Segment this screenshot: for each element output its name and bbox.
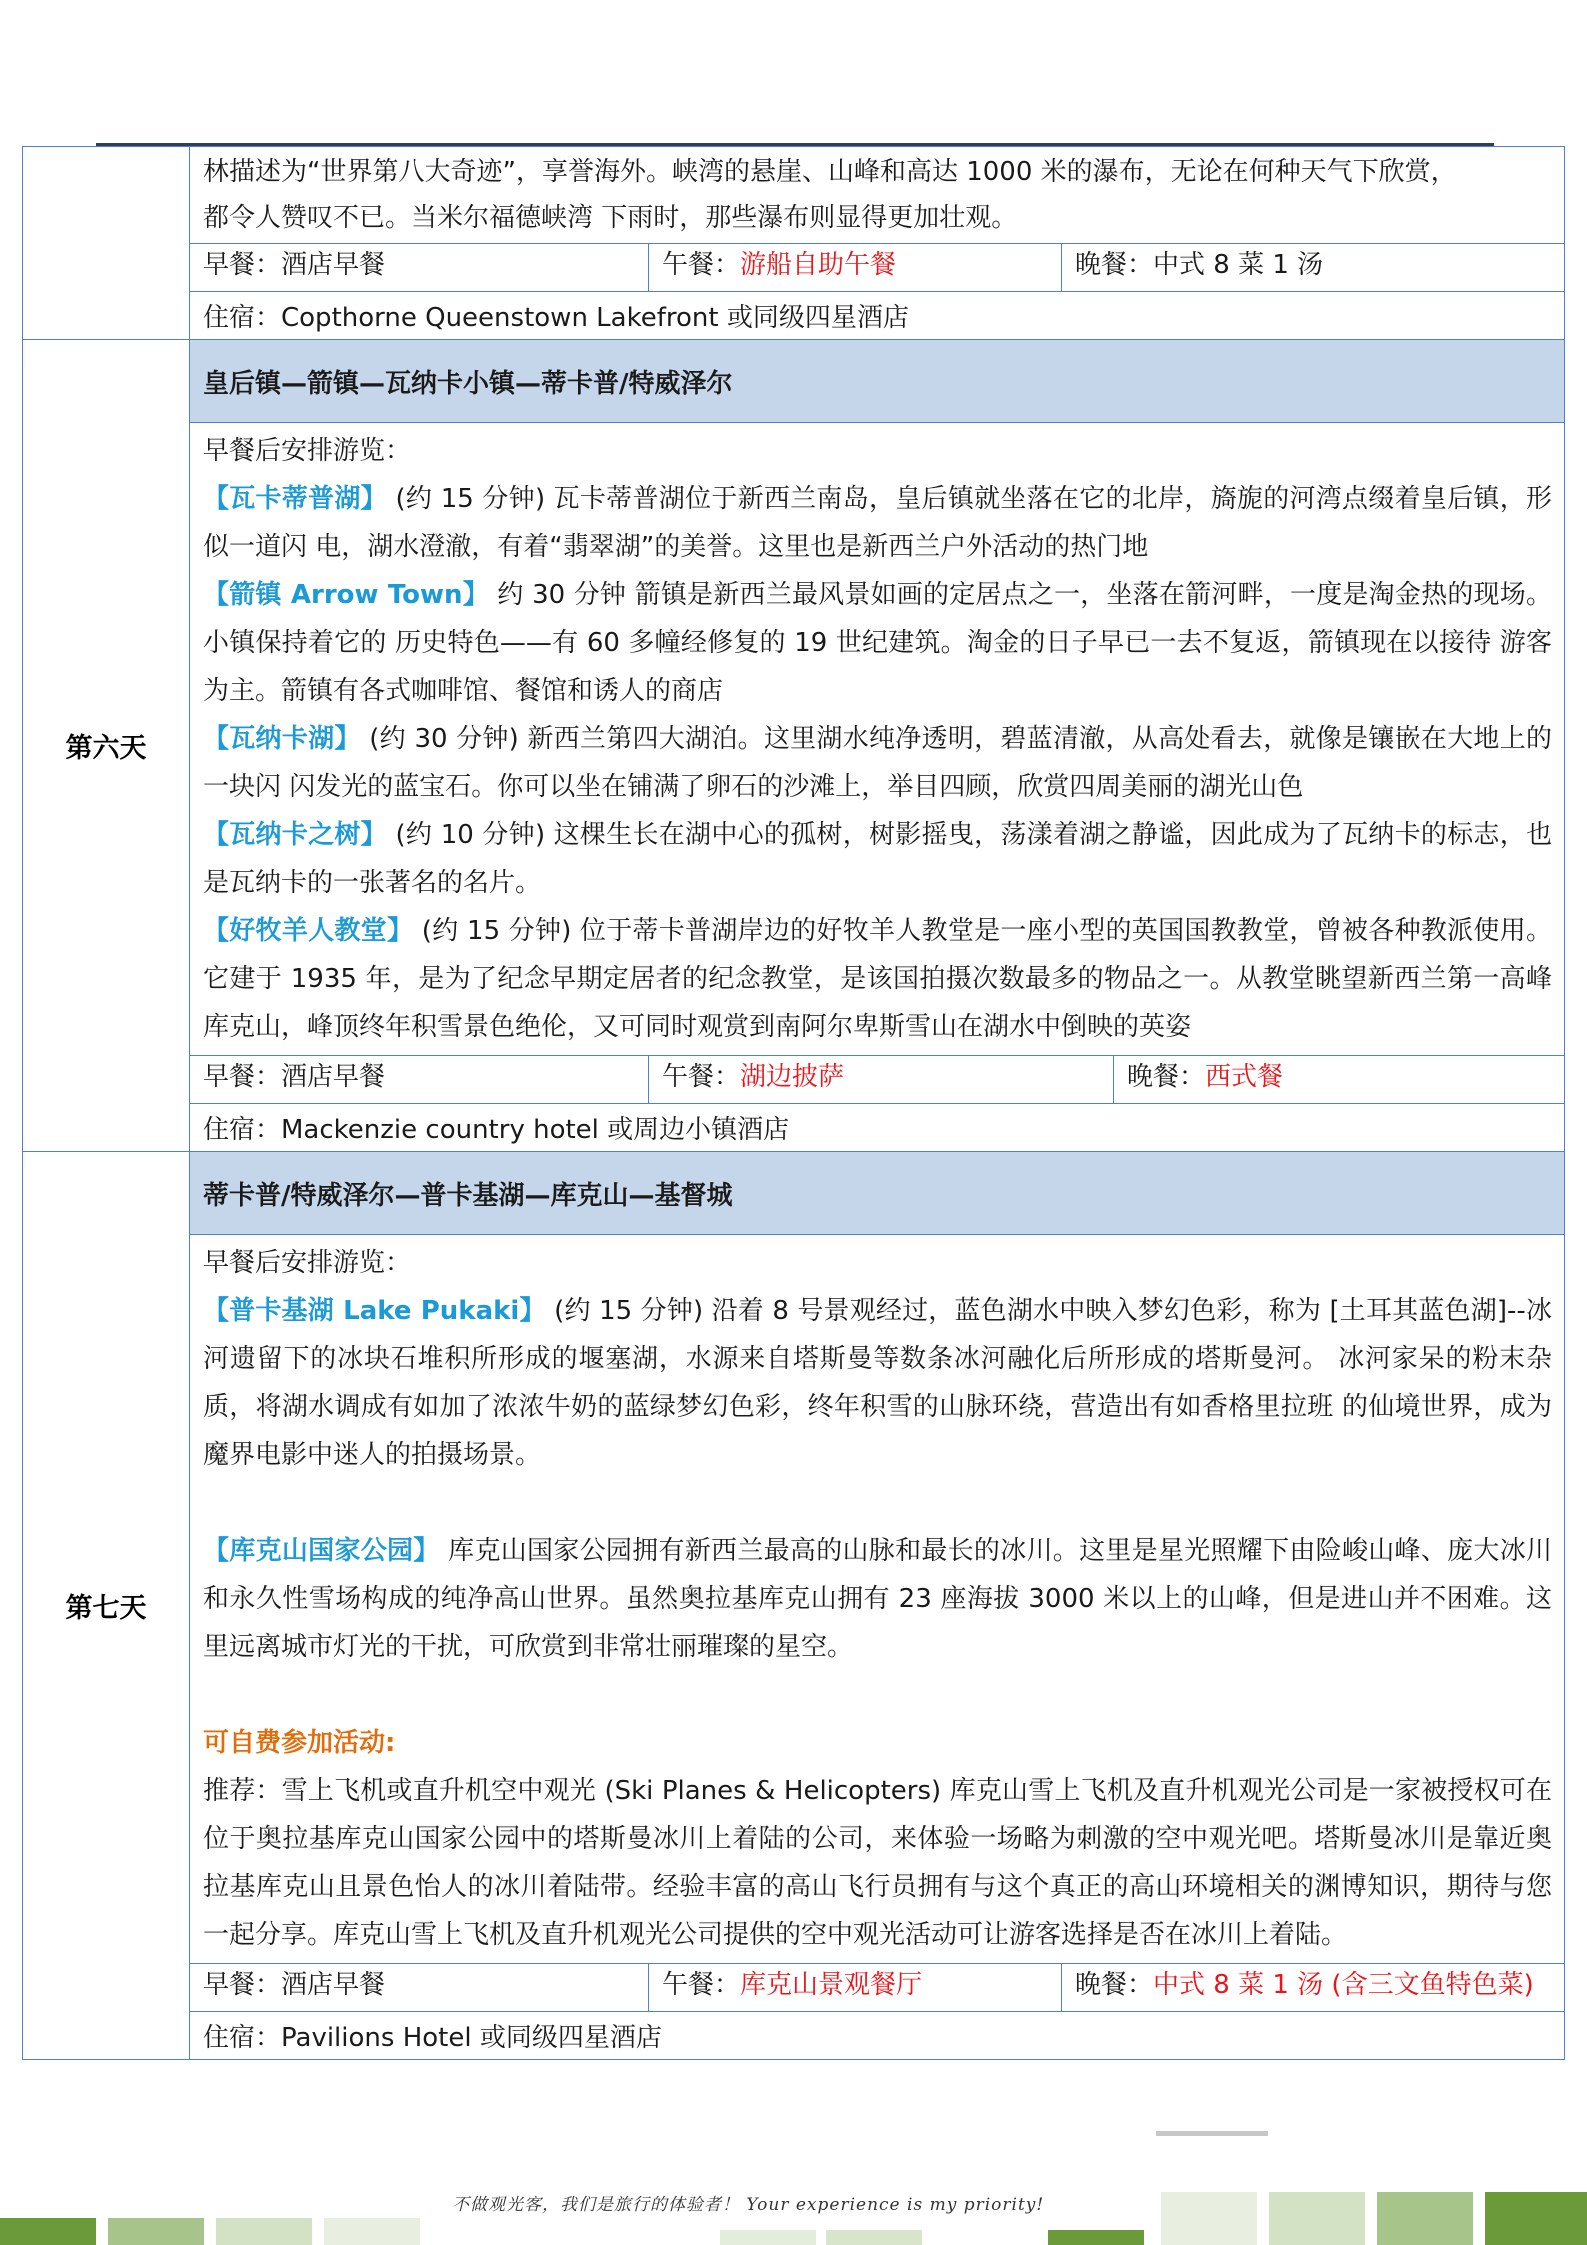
- day6-item: [203, 715, 1552, 811]
- breakfast-value: 酒店早餐: [281, 250, 386, 280]
- day5-label-cell: [23, 147, 190, 340]
- day6-hotel: 住宿：Mackenzie country hotel 或周边小镇酒店: [190, 1104, 1565, 1152]
- footer-divider: [1156, 2131, 1268, 2136]
- day6-lunch: [649, 1056, 1114, 1103]
- attraction-name: 【瓦纳卡之树】: [203, 820, 387, 850]
- dinner-value: 中式 8 菜 1 汤 (含三文鱼特色菜): [1153, 1970, 1534, 2000]
- spacer: [203, 1479, 1552, 1527]
- attraction-name: 【箭镇 Arrow Town】: [203, 580, 489, 610]
- day6-intro: 早餐后安排游览：: [203, 436, 412, 466]
- optional-activities-title: 可自费参加活动:: [203, 1728, 396, 1758]
- day5-meals: [190, 244, 1565, 292]
- attraction-name: 【好牧羊人教堂】: [203, 916, 414, 946]
- breakfast-label: 早餐：: [203, 1062, 282, 1092]
- attraction-text: (约 10 分钟) 这棵生长在湖中心的孤树，树影摇曳，荡漾着湖之静谧，因此成为了瓦纳卡的标志，也是瓦纳卡的一张著名的名片。: [203, 820, 1552, 898]
- breakfast-label: 早餐：: [203, 250, 282, 280]
- dinner-value: 西式餐: [1205, 1062, 1284, 1092]
- breakfast-value: 酒店早餐: [281, 1062, 386, 1092]
- day6-description: [190, 423, 1565, 1056]
- attraction-name: 【瓦卡蒂普湖】: [203, 484, 387, 514]
- dinner-label: 晚餐：: [1075, 250, 1154, 280]
- footer-slogan: 不做观光客，我们是旅行的体验者！ Your experience is my priority!: [452, 2195, 1045, 2215]
- day7-description: [190, 1235, 1565, 1964]
- decor-square: [0, 2218, 96, 2245]
- breakfast-value: 酒店早餐: [281, 1970, 386, 2000]
- day6-breakfast: [190, 1056, 649, 1103]
- decor-square: [1269, 2192, 1365, 2245]
- day7-route: 蒂卡普/特威泽尔—普卡基湖—库克山—基督城: [190, 1152, 1565, 1235]
- day5-description: [190, 147, 1565, 244]
- decor-square: [1048, 2230, 1144, 2245]
- day7-breakfast: [190, 1964, 649, 2011]
- day5-text-line: 都令人赞叹不已。当米尔福德峡湾 下雨时，那些瀑布则显得更加壮观。: [203, 203, 1018, 233]
- day5-text-line: 林描述为“世界第八大奇迹”，享誉海外。峡湾的悬崖、山峰和高达 1000 米的瀑布，无论在何种天气下欣赏，: [203, 157, 1457, 187]
- attraction-name: 【瓦纳卡湖】: [203, 724, 361, 754]
- day6-item: [203, 475, 1552, 571]
- decor-square: [108, 2218, 204, 2245]
- day7-hotel: 住宿：Pavilions Hotel 或同级四星酒店: [190, 2012, 1565, 2060]
- optional-activities-text: 推荐：雪上飞机或直升机空中观光 (Ski Planes & Helicopters) 库克山雪上飞机及直升机观光公司是一家被授权可在位于奥拉基库克山国家公园中的塔斯曼冰川上着陆的公司，来体验一场略为刺激的空中观光吧。塔斯曼冰川是靠近奥拉基库克山且景色怡人的冰川着陆带。经验丰富的高山飞行员拥有与这个真正的高山环境相关的渊博知识，期待与您一起分享。库克山雪上飞机及直升机观光公司提供的空中观光活动可让游客选择是否在冰川上着陆。: [203, 1776, 1552, 1950]
- attraction-name: 【普卡基湖 Lake Pukaki】: [203, 1296, 546, 1326]
- dinner-label: 晚餐：: [1127, 1062, 1206, 1092]
- day6-item: [203, 571, 1552, 715]
- decor-square: [324, 2218, 420, 2245]
- lunch-label: 午餐：: [662, 1062, 741, 1092]
- day6-label: 第六天: [23, 340, 190, 1152]
- dinner-value: 中式 8 菜 1 汤: [1153, 250, 1324, 280]
- breakfast-label: 早餐：: [203, 1970, 282, 2000]
- attraction-text: 约 30 分钟 箭镇是新西兰最风景如画的定居点之一，坐落在箭河畔，一度是淘金热的现场。小镇保持着它的 历史特色——有 60 多幢经修复的 19 世纪建筑。淘金的日子早已一去不复返，箭镇现在以接待 游客为主。箭镇有各式咖啡馆、餐馆和诱人的商店: [203, 580, 1552, 706]
- spacer: [203, 1671, 1552, 1719]
- day6-meals: [190, 1056, 1565, 1104]
- dinner-label: 晚餐：: [1075, 1970, 1154, 2000]
- attraction-text: (约 15 分钟) 瓦卡蒂普湖位于新西兰南岛，皇后镇就坐落在它的北岸，旖旎的河湾点缀着皇后镇，形似一道闪 电，湖水澄澈，有着“翡翠湖”的美誉。这里也是新西兰户外活动的热门地: [203, 484, 1552, 562]
- day7-meals: [190, 1964, 1565, 2012]
- lunch-value: 游船自助午餐: [740, 250, 897, 280]
- day7-label: 第七天: [23, 1152, 190, 2060]
- day7-intro: 早餐后安排游览：: [203, 1248, 412, 1278]
- day7-item: [203, 1527, 1552, 1671]
- day5-dinner: [1062, 244, 1564, 291]
- day6-route: 皇后镇—箭镇—瓦纳卡小镇—蒂卡普/特威泽尔: [190, 340, 1565, 423]
- decor-square: [1377, 2192, 1473, 2245]
- attraction-text: (约 15 分钟) 沿着 8 号景观经过，蓝色湖水中映入梦幻色彩，称为 [土耳其蓝色湖]--冰河遗留下的冰块石堆积所形成的堰塞湖，水源来自塔斯曼等数条冰河融化后所形成的塔斯曼河。 冰河家呆的粉末杂质，将湖水调成有如加了浓浓牛奶的蓝绿梦幻色彩，终年积雪的山脉环绕，营造出有如香格里拉班 的仙境世界，成为魔界电影中迷人的拍摄场景。: [203, 1296, 1552, 1470]
- day5-hotel: 住宿：Copthorne Queenstown Lakefront 或同级四星酒店: [190, 292, 1565, 340]
- day5-lunch: [649, 244, 1062, 291]
- lunch-value: 湖边披萨: [740, 1062, 845, 1092]
- attraction-text: 库克山国家公园拥有新西兰最高的山脉和最长的冰川。这里是星光照耀下由险峻山峰、庞大冰川和永久性雪场构成的纯净高山世界。虽然奥拉基库克山拥有 23 座海拔 3000 米以上的山峰，但是进山并不困难。这里远离城市灯光的干扰，可欣赏到非常壮丽璀璨的星空。: [203, 1536, 1552, 1662]
- lunch-value: 库克山景观餐厅: [740, 1970, 923, 2000]
- day7-lunch: [649, 1964, 1062, 2011]
- attraction-text: (约 15 分钟) 位于蒂卡普湖岸边的好牧羊人教堂是一座小型的英国国教教堂，曾被各种教派使用。它建于 1935 年，是为了纪念早期定居者的纪念教堂，是该国拍摄次数最多的物品之一。从教堂眺望新西兰第一高峰库克山，峰顶终年积雪景色绝伦，又可同时观赏到南阿尔卑斯雪山在湖水中倒映的英姿: [203, 916, 1552, 1042]
- attraction-name: 【库克山国家公园】: [203, 1536, 440, 1566]
- itinerary-table: [22, 146, 1565, 2060]
- day6-item: [203, 907, 1552, 1051]
- day7-dinner: [1062, 1964, 1564, 2011]
- decor-square: [1161, 2192, 1257, 2245]
- decor-square: [720, 2230, 816, 2245]
- decor-square: [1485, 2192, 1587, 2245]
- day5-breakfast: [190, 244, 649, 291]
- day7-item: [203, 1287, 1552, 1479]
- day6-item: [203, 811, 1552, 907]
- decor-square: [826, 2230, 922, 2245]
- day6-dinner: [1114, 1056, 1564, 1103]
- lunch-label: 午餐：: [662, 1970, 741, 2000]
- lunch-label: 午餐：: [662, 250, 741, 280]
- decor-square: [216, 2218, 312, 2245]
- attraction-text: (约 30 分钟) 新西兰第四大湖泊。这里湖水纯净透明，碧蓝清澈，从高处看去，就像是镶嵌在大地上的一块闪 闪发光的蓝宝石。你可以坐在铺满了卵石的沙滩上，举目四顾，欣赏四周美丽的湖光山色: [203, 724, 1552, 802]
